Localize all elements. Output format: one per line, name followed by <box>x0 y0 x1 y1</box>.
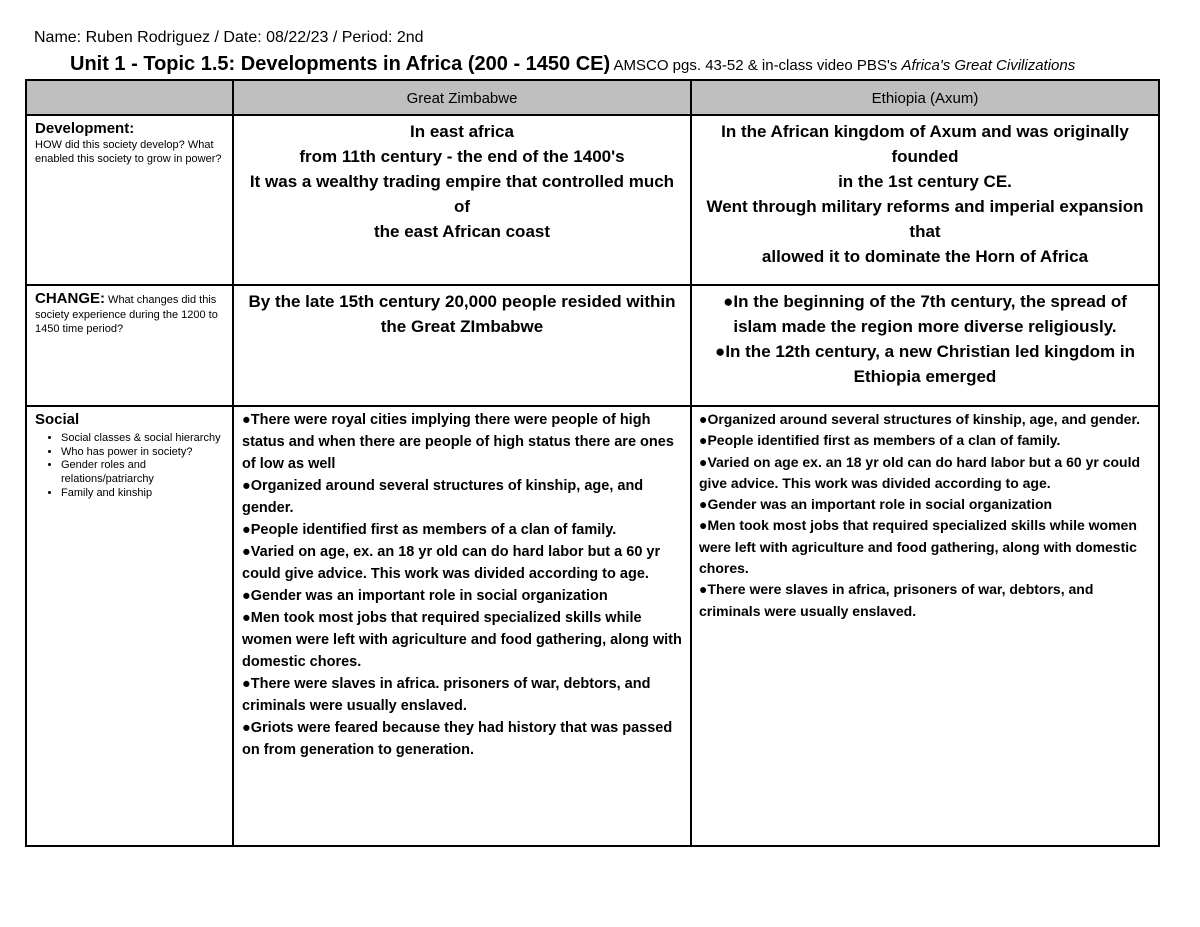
bullet-line: ●There were slaves in africa. prisoners of war, debtors, and criminals were usually enslaved. <box>242 676 651 714</box>
social-zimbabwe-cell <box>233 406 691 846</box>
title-main: Unit 1 - Topic 1.5: Developments in Africa (200 - 1450 CE) <box>70 53 611 75</box>
text-line: It was a wealthy trading empire that controlled much of <box>249 172 675 216</box>
change-label: CHANGE: <box>35 290 105 307</box>
header-cell-ethiopia-axum: Ethiopia (Axum) <box>691 80 1159 115</box>
list-item: • Social classes & social hierarchy <box>61 432 226 446</box>
bullet-line: ●Men took most jobs that required specialized skills while women were left with agriculture and food gathering, along with domestic chores. <box>242 610 682 670</box>
change-label-cell <box>26 285 233 406</box>
development-zimbabwe-cell <box>233 115 691 285</box>
social-label-cell <box>26 406 233 846</box>
development-prompt: HOW did this society develop? What enabled this society to grow in power? <box>35 138 222 165</box>
development-row <box>26 115 1159 285</box>
text-line: By the late 15th century 20,000 people resided within the Great ZImbabwe <box>248 292 676 336</box>
bullet-line: ●People identified first as members of a clan of family. <box>699 432 1061 449</box>
change-prompt: What changes did this society experience during the 1200 to 1450 time period? <box>35 294 218 335</box>
header-cell-empty <box>26 80 233 115</box>
text-line: from 11th century - the end of the 1400's <box>299 147 625 166</box>
change-axum-cell <box>691 285 1159 406</box>
text-line: In east africa <box>410 122 514 141</box>
text-line: In the African kingdom of Axum and was originally founded <box>721 122 1129 166</box>
bullet-line: ●Organized around several structures of kinship, age, and gender. <box>242 478 644 516</box>
development-label: Development: <box>35 120 135 137</box>
bullet-line: ●Organized around several structures of kinship, age, and gender. <box>699 411 1141 427</box>
list-item: • Family and kinship <box>61 487 226 501</box>
bullet-line: ●Varied on age ex. an 18 yr old can do hard labor but a 60 yr could give advice. This work was divided according to age. <box>699 453 1141 491</box>
development-axum-cell <box>691 115 1159 285</box>
title-sub-plain: AMSCO pgs. 43-52 & in-class video PBS's <box>610 57 902 74</box>
social-label: Social <box>35 411 80 428</box>
student-info-line: Name: Ruben Rodriguez / Date: 08/22/23 / Period: 2nd <box>34 29 424 46</box>
social-prompt-list <box>35 432 226 501</box>
bullet-line: ●Varied on age, ex. an 18 yr old can do hard labor but a 60 yr could give advice. This work was divided according to age. <box>242 544 661 582</box>
social-axum-cell <box>691 406 1159 846</box>
list-item: • Who has power in society? <box>61 446 226 460</box>
change-row <box>26 285 1159 406</box>
text-line: ●In the 12th century, a new Christian led kingdom in Ethiopia emerged <box>715 342 1135 386</box>
social-row <box>26 406 1159 846</box>
bullet-line: ●There were royal cities implying there were people of high status and when there are people of high status there are ones of low as well <box>242 412 674 472</box>
text-line: ●In the beginning of the 7th century, the spread of islam made the region more diverse religiously. <box>723 292 1127 336</box>
header-row <box>26 80 1159 115</box>
bullet-line: ●People identified first as members of a clan of family. <box>242 522 617 538</box>
bullet-line: ●There were slaves in africa, prisoners of war, debtors, and criminals were usually enslaved. <box>699 581 1094 619</box>
text-line: allowed it to dominate the Horn of Africa <box>761 247 1089 266</box>
bullet-line: ●Men took most jobs that required specialized skills while women were left with agriculture and food gathering, along with domestic chores. <box>699 517 1137 577</box>
list-item: • Gender roles and relations/patriarchy <box>61 459 226 487</box>
comparison-table <box>25 79 1160 847</box>
header-cell-great-zimbabwe: Great Zimbabwe <box>233 80 691 115</box>
text-line: Went through military reforms and imperial expansion that <box>706 197 1144 241</box>
change-zimbabwe-cell <box>233 285 691 406</box>
bullet-line: ●Gender was an important role in social organization <box>242 588 608 604</box>
bullet-line: ●Gender was an important role in social organization <box>699 496 1053 513</box>
development-label-cell <box>26 115 233 285</box>
page-title <box>70 53 1075 76</box>
text-line: in the 1st century CE. <box>838 172 1012 191</box>
title-sub-italic: Africa's Great Civilizations <box>901 57 1076 74</box>
text-line: the east African coast <box>373 222 551 241</box>
bullet-line: ●Griots were feared because they had history that was passed on from generation to generation. <box>242 720 673 758</box>
